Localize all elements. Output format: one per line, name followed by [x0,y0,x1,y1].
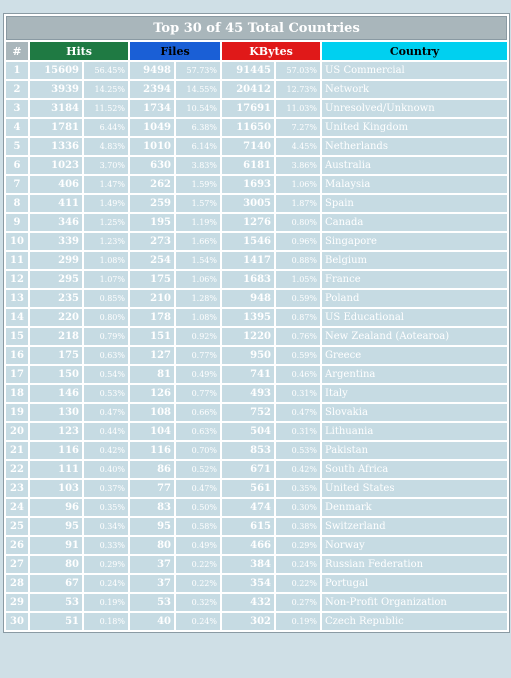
country-cell: Lithuania [322,423,507,440]
country-cell: Switzerland [322,518,507,535]
header-rank: # [6,42,28,60]
files-cell: 83 [130,499,174,516]
table-row [6,594,507,611]
hits-cell: 103 [30,480,82,497]
kbytes-cell: 474 [222,499,274,516]
country-cell: Australia [322,157,507,174]
header-country: Country [322,42,507,60]
files-cell: 53 [130,594,174,611]
rank-cell: 22 [6,461,28,478]
files-cell: 77 [130,480,174,497]
hits-cell: 96 [30,499,82,516]
files-cell: 127 [130,347,174,364]
kbytes-cell: 466 [222,537,274,554]
files-cell: 254 [130,252,174,269]
kbytes-cell: 615 [222,518,274,535]
hits-cell: 123 [30,423,82,440]
rank-cell: 5 [6,138,28,155]
country-cell: Russian Federation [322,556,507,573]
hits-percent-cell: 6.44% [84,119,128,136]
files-percent-cell: 0.63% [176,423,220,440]
files-percent-cell: 14.55% [176,81,220,98]
rank-cell: 12 [6,271,28,288]
files-percent-cell: 3.83% [176,157,220,174]
table-row [6,290,507,307]
table-row [6,442,507,459]
table-row [6,81,507,98]
rank-cell: 4 [6,119,28,136]
kbytes-cell: 432 [222,594,274,611]
country-cell: Argentina [322,366,507,383]
table-row [6,309,507,326]
hits-cell: 95 [30,518,82,535]
kbytes-percent-cell: 3.86% [276,157,320,174]
files-cell: 86 [130,461,174,478]
table-row [6,138,507,155]
files-cell: 40 [130,613,174,630]
country-cell: Belgium [322,252,507,269]
hits-percent-cell: 0.80% [84,309,128,326]
table-row [6,366,507,383]
hits-percent-cell: 0.63% [84,347,128,364]
files-percent-cell: 0.66% [176,404,220,421]
hits-cell: 235 [30,290,82,307]
kbytes-cell: 741 [222,366,274,383]
kbytes-cell: 384 [222,556,274,573]
kbytes-percent-cell: 0.29% [276,537,320,554]
rank-cell: 9 [6,214,28,231]
kbytes-percent-cell: 0.76% [276,328,320,345]
country-cell: France [322,271,507,288]
hits-cell: 53 [30,594,82,611]
hits-cell: 175 [30,347,82,364]
hits-percent-cell: 1.25% [84,214,128,231]
rank-cell: 1 [6,62,28,79]
hits-cell: 1336 [30,138,82,155]
rank-cell: 18 [6,385,28,402]
kbytes-cell: 354 [222,575,274,592]
files-percent-cell: 1.19% [176,214,220,231]
kbytes-percent-cell: 0.42% [276,461,320,478]
country-cell: Netherlands [322,138,507,155]
files-percent-cell: 0.92% [176,328,220,345]
table-body [6,62,507,630]
table-row [6,556,507,573]
kbytes-cell: 950 [222,347,274,364]
country-cell: Pakistan [322,442,507,459]
country-cell: United States [322,480,507,497]
country-cell: Czech Republic [322,613,507,630]
files-percent-cell: 0.70% [176,442,220,459]
hits-cell: 1023 [30,157,82,174]
hits-percent-cell: 0.24% [84,575,128,592]
files-percent-cell: 1.28% [176,290,220,307]
files-cell: 151 [130,328,174,345]
country-cell: US Educational [322,309,507,326]
kbytes-percent-cell: 0.59% [276,347,320,364]
files-cell: 175 [130,271,174,288]
kbytes-cell: 1693 [222,176,274,193]
table-row [6,252,507,269]
hits-cell: 51 [30,613,82,630]
kbytes-percent-cell: 0.87% [276,309,320,326]
country-cell: United Kingdom [322,119,507,136]
kbytes-cell: 1683 [222,271,274,288]
kbytes-percent-cell: 7.27% [276,119,320,136]
files-cell: 273 [130,233,174,250]
files-percent-cell: 1.59% [176,176,220,193]
kbytes-percent-cell: 0.47% [276,404,320,421]
kbytes-cell: 752 [222,404,274,421]
hits-percent-cell: 0.18% [84,613,128,630]
files-cell: 262 [130,176,174,193]
files-percent-cell: 1.57% [176,195,220,212]
table-row [6,347,507,364]
countries-table [4,14,509,632]
table-row [6,499,507,516]
files-percent-cell: 0.22% [176,556,220,573]
table-row [6,195,507,212]
kbytes-percent-cell: 1.05% [276,271,320,288]
hits-percent-cell: 0.33% [84,537,128,554]
kbytes-cell: 1395 [222,309,274,326]
kbytes-percent-cell: 1.87% [276,195,320,212]
hits-cell: 295 [30,271,82,288]
kbytes-percent-cell: 0.46% [276,366,320,383]
hits-cell: 15609 [30,62,82,79]
hits-percent-cell: 1.08% [84,252,128,269]
kbytes-cell: 561 [222,480,274,497]
kbytes-percent-cell: 0.59% [276,290,320,307]
files-cell: 1010 [130,138,174,155]
hits-percent-cell: 0.47% [84,404,128,421]
hits-percent-cell: 0.42% [84,442,128,459]
kbytes-percent-cell: 0.22% [276,575,320,592]
country-cell: Singapore [322,233,507,250]
files-percent-cell: 6.14% [176,138,220,155]
files-percent-cell: 0.58% [176,518,220,535]
hits-cell: 130 [30,404,82,421]
country-cell: Greece [322,347,507,364]
country-cell: Norway [322,537,507,554]
files-cell: 95 [130,518,174,535]
hits-percent-cell: 0.44% [84,423,128,440]
hits-percent-cell: 0.19% [84,594,128,611]
rank-cell: 23 [6,480,28,497]
kbytes-cell: 504 [222,423,274,440]
rank-cell: 30 [6,613,28,630]
files-percent-cell: 0.32% [176,594,220,611]
country-cell: Network [322,81,507,98]
hits-cell: 150 [30,366,82,383]
kbytes-cell: 853 [222,442,274,459]
hits-cell: 1781 [30,119,82,136]
files-cell: 195 [130,214,174,231]
country-cell: Canada [322,214,507,231]
hits-percent-cell: 0.29% [84,556,128,573]
hits-percent-cell: 0.85% [84,290,128,307]
kbytes-cell: 11650 [222,119,274,136]
table-row [6,385,507,402]
hits-percent-cell: 0.35% [84,499,128,516]
rank-cell: 28 [6,575,28,592]
country-cell: Unresolved/Unknown [322,100,507,117]
table-row [6,100,507,117]
hits-cell: 67 [30,575,82,592]
hits-percent-cell: 0.37% [84,480,128,497]
country-cell: Poland [322,290,507,307]
files-cell: 37 [130,556,174,573]
rank-cell: 13 [6,290,28,307]
hits-percent-cell: 56.45% [84,62,128,79]
country-cell: New Zealand (Aotearoa) [322,328,507,345]
kbytes-cell: 1276 [222,214,274,231]
files-percent-cell: 10.54% [176,100,220,117]
files-cell: 1049 [130,119,174,136]
kbytes-percent-cell: 0.80% [276,214,320,231]
files-cell: 259 [130,195,174,212]
table-row [6,461,507,478]
kbytes-cell: 671 [222,461,274,478]
kbytes-cell: 1220 [222,328,274,345]
kbytes-percent-cell: 1.06% [276,176,320,193]
kbytes-percent-cell: 0.31% [276,385,320,402]
hits-percent-cell: 4.83% [84,138,128,155]
hits-percent-cell: 11.52% [84,100,128,117]
hits-cell: 146 [30,385,82,402]
kbytes-cell: 17691 [222,100,274,117]
table-row [6,423,507,440]
files-percent-cell: 1.66% [176,233,220,250]
kbytes-cell: 3005 [222,195,274,212]
files-cell: 210 [130,290,174,307]
rank-cell: 29 [6,594,28,611]
files-cell: 126 [130,385,174,402]
files-cell: 81 [130,366,174,383]
country-cell: Non-Profit Organization [322,594,507,611]
country-cell: Italy [322,385,507,402]
files-percent-cell: 6.38% [176,119,220,136]
kbytes-percent-cell: 0.53% [276,442,320,459]
hits-percent-cell: 0.79% [84,328,128,345]
kbytes-cell: 493 [222,385,274,402]
countries-table-panel [3,13,510,633]
kbytes-cell: 20412 [222,81,274,98]
hits-cell: 111 [30,461,82,478]
country-cell: Malaysia [322,176,507,193]
files-cell: 80 [130,537,174,554]
hits-percent-cell: 0.34% [84,518,128,535]
files-percent-cell: 1.06% [176,271,220,288]
header-files: Files [130,42,220,60]
kbytes-percent-cell: 0.96% [276,233,320,250]
kbytes-percent-cell: 0.19% [276,613,320,630]
files-cell: 37 [130,575,174,592]
kbytes-percent-cell: 0.35% [276,480,320,497]
hits-percent-cell: 3.70% [84,157,128,174]
files-cell: 1734 [130,100,174,117]
table-row [6,518,507,535]
hits-cell: 220 [30,309,82,326]
kbytes-percent-cell: 0.27% [276,594,320,611]
rank-cell: 14 [6,309,28,326]
rank-cell: 7 [6,176,28,193]
country-cell: South Africa [322,461,507,478]
rank-cell: 17 [6,366,28,383]
hits-percent-cell: 0.54% [84,366,128,383]
kbytes-percent-cell: 11.03% [276,100,320,117]
kbytes-percent-cell: 0.88% [276,252,320,269]
kbytes-cell: 1417 [222,252,274,269]
country-cell: US Commercial [322,62,507,79]
kbytes-percent-cell: 0.30% [276,499,320,516]
rank-cell: 3 [6,100,28,117]
files-percent-cell: 0.22% [176,575,220,592]
kbytes-cell: 91445 [222,62,274,79]
hits-cell: 218 [30,328,82,345]
files-cell: 116 [130,442,174,459]
files-cell: 108 [130,404,174,421]
kbytes-cell: 7140 [222,138,274,155]
rank-cell: 16 [6,347,28,364]
table-row [6,176,507,193]
rank-cell: 10 [6,233,28,250]
hits-cell: 339 [30,233,82,250]
hits-cell: 91 [30,537,82,554]
table-row [6,62,507,79]
files-percent-cell: 0.77% [176,385,220,402]
hits-percent-cell: 1.23% [84,233,128,250]
table-title: Top 30 of 45 Total Countries [6,16,507,40]
hits-percent-cell: 1.07% [84,271,128,288]
header-kbytes: KBytes [222,42,320,60]
kbytes-cell: 1546 [222,233,274,250]
files-percent-cell: 0.49% [176,366,220,383]
table-row [6,119,507,136]
hits-cell: 116 [30,442,82,459]
files-percent-cell: 1.54% [176,252,220,269]
kbytes-percent-cell: 4.45% [276,138,320,155]
hits-percent-cell: 0.53% [84,385,128,402]
country-cell: Spain [322,195,507,212]
files-cell: 9498 [130,62,174,79]
hits-cell: 3184 [30,100,82,117]
hits-cell: 411 [30,195,82,212]
files-cell: 178 [130,309,174,326]
hits-cell: 299 [30,252,82,269]
kbytes-percent-cell: 57.03% [276,62,320,79]
rank-cell: 2 [6,81,28,98]
files-percent-cell: 0.50% [176,499,220,516]
table-row [6,575,507,592]
files-percent-cell: 0.77% [176,347,220,364]
rank-cell: 8 [6,195,28,212]
hits-percent-cell: 14.25% [84,81,128,98]
kbytes-cell: 948 [222,290,274,307]
kbytes-cell: 6181 [222,157,274,174]
hits-cell: 406 [30,176,82,193]
hits-cell: 346 [30,214,82,231]
table-row [6,328,507,345]
files-percent-cell: 0.47% [176,480,220,497]
rank-cell: 21 [6,442,28,459]
files-percent-cell: 57.73% [176,62,220,79]
country-cell: Portugal [322,575,507,592]
kbytes-percent-cell: 0.31% [276,423,320,440]
rank-cell: 19 [6,404,28,421]
table-row [6,537,507,554]
rank-cell: 26 [6,537,28,554]
files-cell: 104 [130,423,174,440]
rank-cell: 27 [6,556,28,573]
table-row [6,271,507,288]
table-row [6,233,507,250]
table-row [6,214,507,231]
files-percent-cell: 1.08% [176,309,220,326]
files-percent-cell: 0.52% [176,461,220,478]
table-row [6,404,507,421]
files-cell: 2394 [130,81,174,98]
hits-cell: 3939 [30,81,82,98]
kbytes-percent-cell: 12.73% [276,81,320,98]
table-row [6,613,507,630]
kbytes-cell: 302 [222,613,274,630]
hits-cell: 80 [30,556,82,573]
table-row [6,480,507,497]
table-row [6,157,507,174]
country-cell: Denmark [322,499,507,516]
kbytes-percent-cell: 0.24% [276,556,320,573]
header-hits: Hits [30,42,128,60]
rank-cell: 25 [6,518,28,535]
files-percent-cell: 0.49% [176,537,220,554]
files-percent-cell: 0.24% [176,613,220,630]
country-cell: Slovakia [322,404,507,421]
files-cell: 630 [130,157,174,174]
rank-cell: 24 [6,499,28,516]
hits-percent-cell: 1.47% [84,176,128,193]
rank-cell: 20 [6,423,28,440]
hits-percent-cell: 0.40% [84,461,128,478]
rank-cell: 11 [6,252,28,269]
rank-cell: 15 [6,328,28,345]
hits-percent-cell: 1.49% [84,195,128,212]
kbytes-percent-cell: 0.38% [276,518,320,535]
rank-cell: 6 [6,157,28,174]
